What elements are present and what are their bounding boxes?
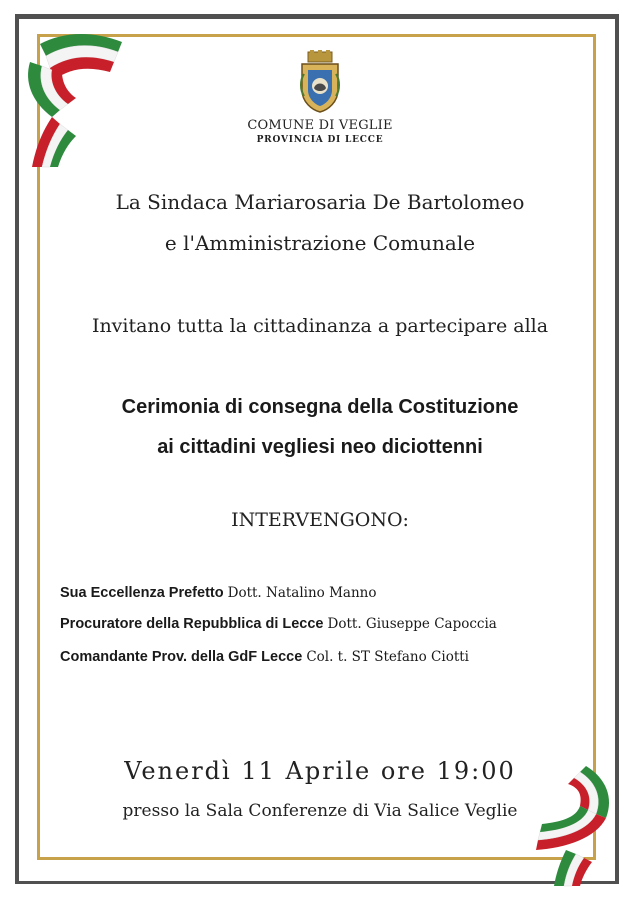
speaker-item <box>60 585 376 601</box>
speaker-name: Dott. Natalino Manno <box>227 585 377 601</box>
speaker-role: Procuratore della Repubblica di Lecce <box>60 616 324 632</box>
mayor-line: La Sindaca Mariarosaria De Bartolomeo <box>115 190 525 214</box>
coat-of-arms-icon <box>298 50 342 114</box>
speaker-name: Col. t. ST Stefano Ciotti <box>306 649 469 665</box>
province-name: PROVINCIA DI LECCE <box>256 135 384 145</box>
tricolor-ribbon-icon <box>22 22 132 172</box>
ceremony-title-line1: Cerimonia di consegna della Costituzione <box>121 396 519 418</box>
invitation-line: Invitano tutta la cittadinanza a partecipare alla <box>91 315 549 337</box>
speaker-item <box>60 649 469 665</box>
speaker-role: Sua Eccellenza Prefetto <box>60 585 224 601</box>
speakers-heading: INTERVENGONO: <box>231 509 409 531</box>
event-datetime: Venerdì 11 Aprile ore 19:00 <box>124 757 516 785</box>
administration-line: e l'Amministrazione Comunale <box>164 231 476 255</box>
event-location: presso la Sala Conferenze di Via Salice Veglie <box>122 801 518 821</box>
speaker-role: Comandante Prov. della GdF Lecce <box>60 649 303 665</box>
speaker-item <box>60 616 497 632</box>
speaker-name: Dott. Giuseppe Capoccia <box>327 616 497 632</box>
municipality-name: COMUNE DI VEGLIE <box>247 118 393 133</box>
ceremony-title-line2: ai cittadini vegliesi neo diciottenni <box>157 436 483 458</box>
